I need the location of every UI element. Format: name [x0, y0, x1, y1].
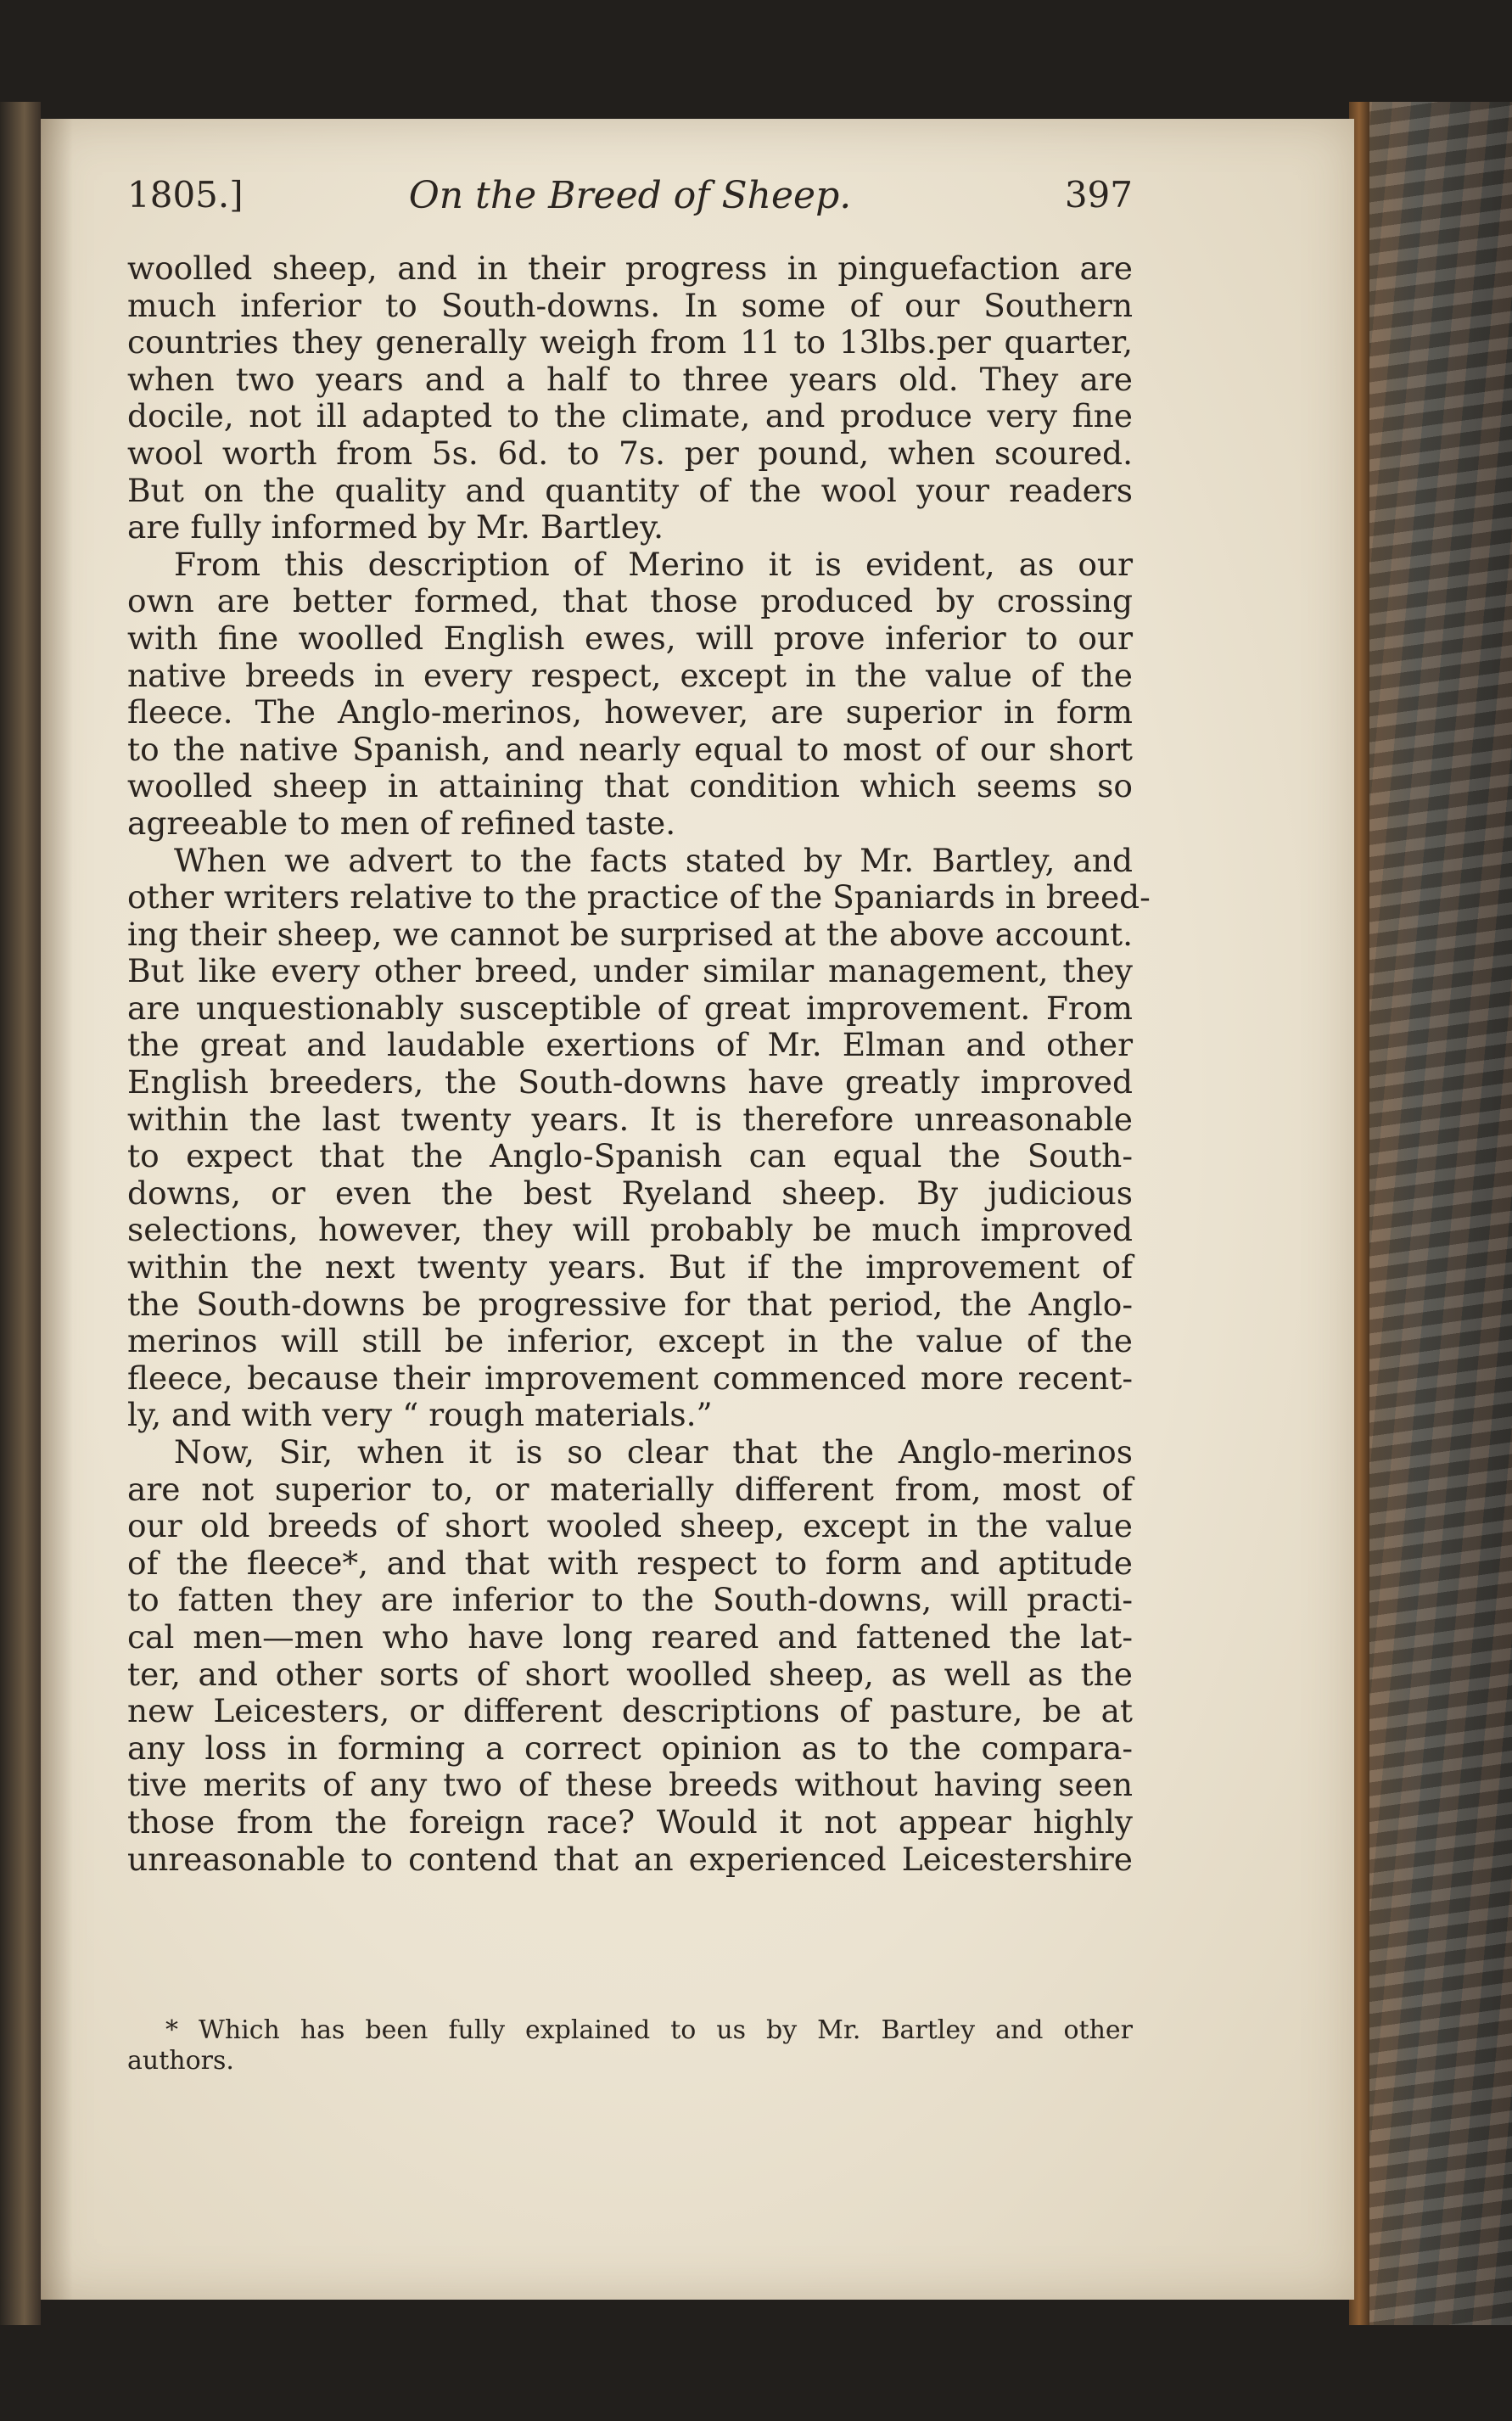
text-line: woolled sheep, and in their progress in pinguefaction are [127, 249, 1133, 287]
text-line: new Leicesters, or different descriptions of pasture, be at [127, 1692, 1133, 1730]
text-line: ly, and with very “ rough materials.” [127, 1396, 713, 1434]
text-line: of the fleece*, and that with respect to form and aptitude [127, 1544, 1133, 1582]
text-line: other writers relative to the practice of the Spaniards in breed- [127, 878, 1151, 916]
text-line: But like every other breed, under similar management, they [127, 952, 1133, 990]
footnote [127, 2015, 1133, 2076]
main-text [127, 249, 1151, 1878]
text-line: But on the quality and quantity of the wool your readers [127, 471, 1133, 509]
text-line: our old breeds of short wooled sheep, except in the value [127, 1507, 1133, 1545]
text-line: From this description of Merino it is evident, as our [174, 545, 1133, 583]
text-line: with fine woolled English ewes, will prove inferior to our [127, 619, 1133, 657]
text-line: when two years and a half to three years old. They are [127, 360, 1133, 398]
text-line: own are better formed, that those produced by crossing [127, 582, 1133, 620]
text-line: are fully informed by Mr. Bartley. [127, 508, 664, 546]
book-gutter [0, 102, 41, 2325]
text-line: fleece. The Anglo-merinos, however, are superior in form [127, 693, 1133, 731]
text-line: to the native Spanish, and nearly equal to most of our short [127, 730, 1133, 768]
text-line: are not superior to, or materially different from, most of [127, 1470, 1133, 1508]
text-line: cal men—men who have long reared and fattened the lat- [127, 1617, 1133, 1656]
running-header [127, 174, 1133, 233]
text-line: ter, and other sorts of short woolled sheep, as well as the [127, 1655, 1133, 1693]
text-line: to fatten they are inferior to the South-downs, will practi- [127, 1581, 1133, 1619]
text-line: English breeders, the South-downs have greatly improved [127, 1063, 1133, 1101]
text-line: the great and laudable exertions of Mr. Elman and other [127, 1026, 1133, 1064]
text-line: are unquestionably susceptible of great improvement. From [127, 989, 1133, 1027]
text-line: the South-downs be progressive for that period, the Anglo- [127, 1285, 1133, 1323]
header-year: 1805.] [127, 174, 244, 216]
text-line: those from the foreign race? Would it not appear highly [127, 1802, 1133, 1841]
page-number: 397 [1064, 174, 1133, 216]
text-line: agreeable to men of refined taste. [127, 804, 676, 842]
text-line: When we advert to the facts stated by Mr. Bartley, and [174, 841, 1133, 879]
text-line: native breeds in every respect, except in the value of the [127, 656, 1133, 694]
text-line: much inferior to South-downs. In some of our Southern [127, 286, 1133, 324]
footnote-line: authors. [127, 2046, 234, 2076]
footnote-line: * Which has been fully explained to us by Mr. Bartley and other [165, 2015, 1133, 2045]
text-line: countries they generally weigh from 11 to 13lbs.per quarter, [127, 323, 1133, 361]
text-line: to expect that the Anglo-Spanish can equal the South- [127, 1137, 1133, 1175]
text-line: downs, or even the best Ryeland sheep. By judicious [127, 1174, 1133, 1212]
text-line: merinos will still be inferior, except in the value of the [127, 1322, 1133, 1360]
text-line: wool worth from 5s. 6d. to 7s. per pound, when scoured. [127, 434, 1133, 472]
header-title: On the Breed of Sheep. [408, 174, 852, 217]
text-line: within the next twenty years. But if the improvement of [127, 1248, 1133, 1286]
text-line: within the last twenty years. It is therefore unreasonable [127, 1100, 1133, 1138]
text-line: tive merits of any two of these breeds without having seen [127, 1766, 1133, 1804]
text-line: fleece, because their improvement commenced more recent- [127, 1359, 1133, 1397]
text-line: unreasonable to contend that an experienced Leicestershire [127, 1840, 1133, 1878]
text-line: Now, Sir, when it is so clear that the Anglo-merinos [174, 1433, 1133, 1471]
text-line: any loss in forming a correct opinion as to the compara- [127, 1729, 1133, 1767]
text-line: ing their sheep, we cannot be surprised at the above account. [127, 915, 1133, 953]
marbled-cover-edge [1353, 102, 1512, 2325]
text-line: woolled sheep in attaining that condition which seems so [127, 767, 1133, 805]
text-line: docile, not ill adapted to the climate, and produce very fine [127, 397, 1133, 435]
text-line: selections, however, they will probably be much improved [127, 1211, 1133, 1249]
